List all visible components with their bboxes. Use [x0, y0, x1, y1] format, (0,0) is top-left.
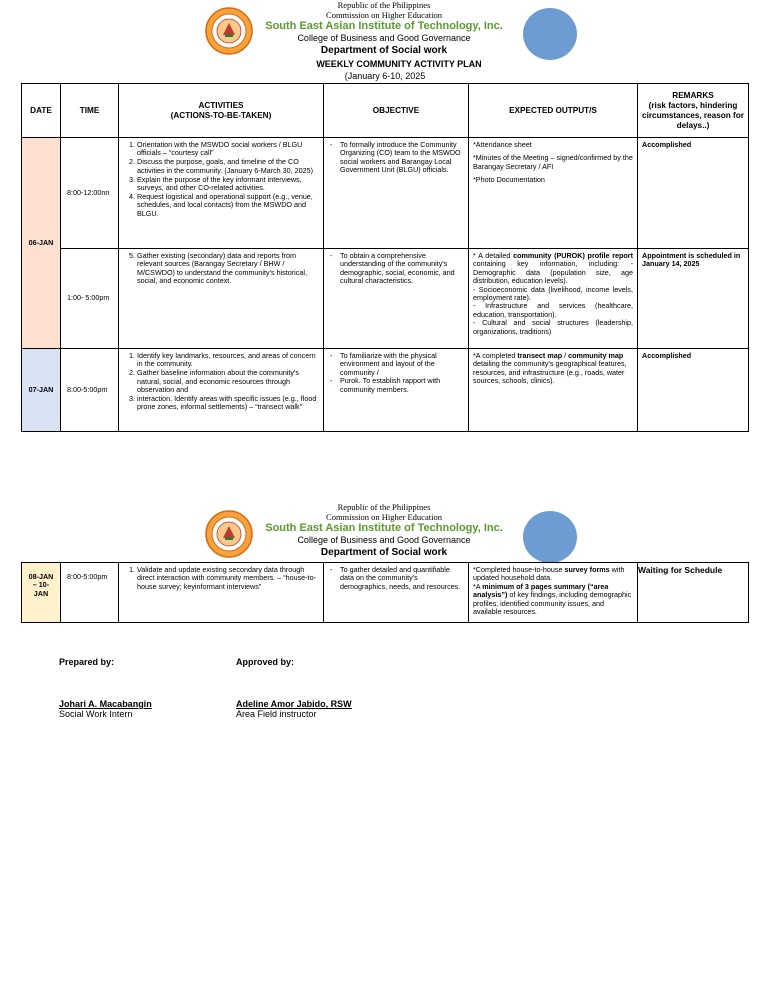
list-item: - Purok. To establish rapport with community members.	[340, 377, 464, 394]
output-line	[473, 352, 633, 386]
header-remarks	[638, 84, 749, 138]
output-line: - Infrastructure and services (healthcare, education, transportation).	[473, 301, 633, 319]
time-cell: 1:00- 5:00pm	[61, 249, 119, 349]
header-date: DATE	[22, 84, 61, 138]
plan-dates: (January 6-10, 2025	[344, 71, 426, 81]
activities-list	[123, 141, 319, 218]
list-item: - To obtain a comprehensive understanding of the community's demographic, social, economic, and cultural characteristics.	[340, 252, 464, 286]
time-cell: 8:00-5:00pm	[61, 349, 119, 432]
approved-by-block	[236, 657, 352, 719]
list-item: - To formally introduce the Community Organizing (CO) team to the MSWDO social workers and Barangay Local Government Unit (BLGU) officials.	[340, 141, 464, 175]
list-item: - To gather detailed and quantifiable data on the community's demographics, needs, and resources.	[340, 566, 464, 591]
output-bold: transect map	[517, 351, 563, 360]
header-institution: South East Asian Institute of Technology, Inc.	[265, 20, 503, 32]
list-item: 2. Discuss the purpose, goals, and timeline of the CO activities in the community. (January 6-March 30, 2025)	[137, 158, 319, 175]
expected-cell	[469, 563, 638, 623]
activities-cell	[119, 349, 324, 432]
output-text: /	[562, 351, 569, 360]
output-text: detailing the community's geographical features, resources, and infrastructure (e.g., roads, water sources, schools, clinics).	[473, 359, 627, 386]
table-row	[22, 349, 749, 432]
list-item: 4. Request logistical and operational support (e.g., venue, schedules, and local contacts) from the MSWDO and BLGU.	[137, 193, 319, 218]
header-remarks-line2: (risk factors, hindering circumstances, reason for	[642, 100, 744, 120]
list-item: 2. Gather baseline information about the community's natural, social, and economic resources through observation and	[137, 369, 319, 394]
prepared-by-role: Social Work Intern	[59, 709, 133, 719]
activities-cell	[119, 249, 324, 349]
header-block	[0, 502, 768, 559]
output-line: - Cultural and social structures (leadership, organizations, traditions)	[473, 318, 633, 336]
table-row	[22, 563, 749, 623]
header-department: Department of Social work	[320, 45, 448, 56]
output-bold: community map	[568, 351, 624, 360]
output-text: with updated household data.	[473, 565, 625, 583]
output-line: *Attendance sheet	[473, 140, 532, 149]
table-header-row	[22, 84, 749, 138]
activities-cell	[119, 138, 324, 249]
objective-cell	[324, 563, 469, 623]
expected-cell	[469, 349, 638, 432]
objective-cell	[324, 138, 469, 249]
header-republic: Republic of the Philippines	[337, 0, 431, 10]
remarks-cell: Accomplished	[638, 349, 749, 432]
list-item: 1. Orientation with the MSWDO social workers / BLGU officials – “courtesy call”	[137, 141, 319, 158]
header-activities-line1: ACTIVITIES	[198, 100, 244, 110]
blue-circle-logo	[523, 8, 577, 60]
time-cell: 8:00-5:00pm	[61, 563, 119, 623]
approved-by-name: Adeline Amor Jabido, RSW	[236, 699, 352, 709]
header-college: College of Business and Good Governance	[297, 33, 471, 43]
list-item: 3. interaction. Identify areas with specific issues (e.g., flood prone zones, informal settlements) – “transect walk”	[137, 395, 319, 412]
output-line: *Photo Documentation	[473, 175, 545, 185]
objective-list	[328, 141, 464, 175]
header-remarks-line3: delays..)	[676, 120, 710, 130]
header-time: TIME	[61, 84, 119, 138]
objective-list	[328, 252, 464, 286]
date-line: – 10-	[32, 580, 50, 590]
approved-by-label: Approved by:	[236, 657, 295, 667]
date-07-jan: 07-JAN	[22, 349, 61, 432]
activities-list	[123, 252, 319, 286]
prepared-by-name: Johari A. Macabangin	[59, 699, 152, 709]
output-line	[473, 583, 633, 617]
output-bold: community (PUROK) profile report	[513, 251, 633, 260]
expected-cell	[469, 249, 638, 349]
date-line: JAN	[33, 588, 49, 598]
prepared-by-block	[59, 657, 152, 719]
blue-circle-logo	[523, 511, 577, 563]
list-item: 1. Validate and update existing secondary data through direct interaction with community members. – “house-to-house survey; keyinformant interviews”	[137, 566, 319, 591]
output-text: *Completed house-to-house	[473, 565, 565, 574]
activity-plan-table	[21, 83, 749, 432]
objective-list	[328, 566, 464, 591]
header-objective: OBJECTIVE	[324, 84, 469, 138]
activities-list	[123, 352, 319, 412]
expected-cell	[469, 138, 638, 249]
date-08-10-jan	[22, 563, 61, 623]
header-commission: Commission on Higher Education	[326, 10, 442, 20]
approved-by-role: Area Field instructor	[236, 709, 317, 719]
plan-title: WEEKLY COMMUNITY ACTIVITY PLAN	[316, 59, 482, 69]
objective-cell	[324, 249, 469, 349]
output-bold: minimum of 3 pages summary (“area analysis”)	[473, 581, 609, 600]
table-row	[22, 138, 749, 249]
activities-list	[123, 566, 319, 591]
date-line: 08-JAN	[28, 572, 54, 581]
output-line	[473, 252, 633, 286]
remarks-cell: Appointment is scheduled in January 14, 2025	[638, 249, 749, 349]
header-activities	[119, 84, 324, 138]
output-text: *A completed	[473, 351, 518, 360]
output-text: of key findings, including demographic profiles, identified community issues, and available resources.	[473, 590, 632, 617]
remarks-cell: Waiting for Schedule	[638, 563, 749, 623]
date-06-jan: 06-JAN	[22, 138, 61, 349]
list-item: 5. Gather existing (secondary) data and reports from relevant sources (Barangay Secretary / BHW / M/CSWDO) to understand the community's historical, social, and economic context.	[137, 252, 319, 286]
objective-list	[328, 352, 464, 394]
table-row	[22, 249, 749, 349]
output-text: containing key information, including: - Demographic data (population size, age distribution, education levels).	[473, 259, 633, 286]
header-expected: EXPECTED OUTPUT/S	[469, 84, 638, 138]
objective-cell	[324, 349, 469, 432]
header-commission: Commission on Higher Education	[326, 512, 442, 522]
activity-plan-table-continued	[21, 562, 749, 623]
activities-cell	[119, 563, 324, 623]
list-item: 3. Explain the purpose of the key informant interviews, surveys, and other CO-related activities.	[137, 176, 319, 193]
header-block	[0, 0, 768, 57]
header-activities-line2: (ACTIONS-TO-BE-TAKEN)	[170, 110, 272, 120]
header-college: College of Business and Good Governance	[297, 535, 471, 545]
remarks-cell: Accomplished	[638, 138, 749, 249]
header-remarks-line1: REMARKS	[672, 90, 714, 100]
header-republic: Republic of the Philippines	[337, 502, 431, 512]
time-cell: 8:00-12:00nn	[61, 138, 119, 249]
output-line: *Minutes of the Meeting – signed/confirmed by the Barangay Secretary / AFI	[473, 153, 633, 171]
output-bold: survey forms	[564, 565, 610, 574]
list-item: 1. Identify key landmarks, resources, and areas of concern in the community.	[137, 352, 319, 369]
header-department: Department of Social work	[320, 547, 448, 558]
output-text: *A	[473, 581, 483, 591]
prepared-by-label: Prepared by:	[59, 657, 115, 667]
output-line	[473, 566, 633, 583]
list-item: - To familiarize with the physical environment and layout of the community /	[340, 352, 464, 377]
header-institution: South East Asian Institute of Technology, Inc.	[265, 522, 503, 534]
output-text: * A detailed	[473, 251, 514, 260]
output-line: - Socioeconomic data (livelihood, income levels, employment rate).	[473, 284, 633, 303]
